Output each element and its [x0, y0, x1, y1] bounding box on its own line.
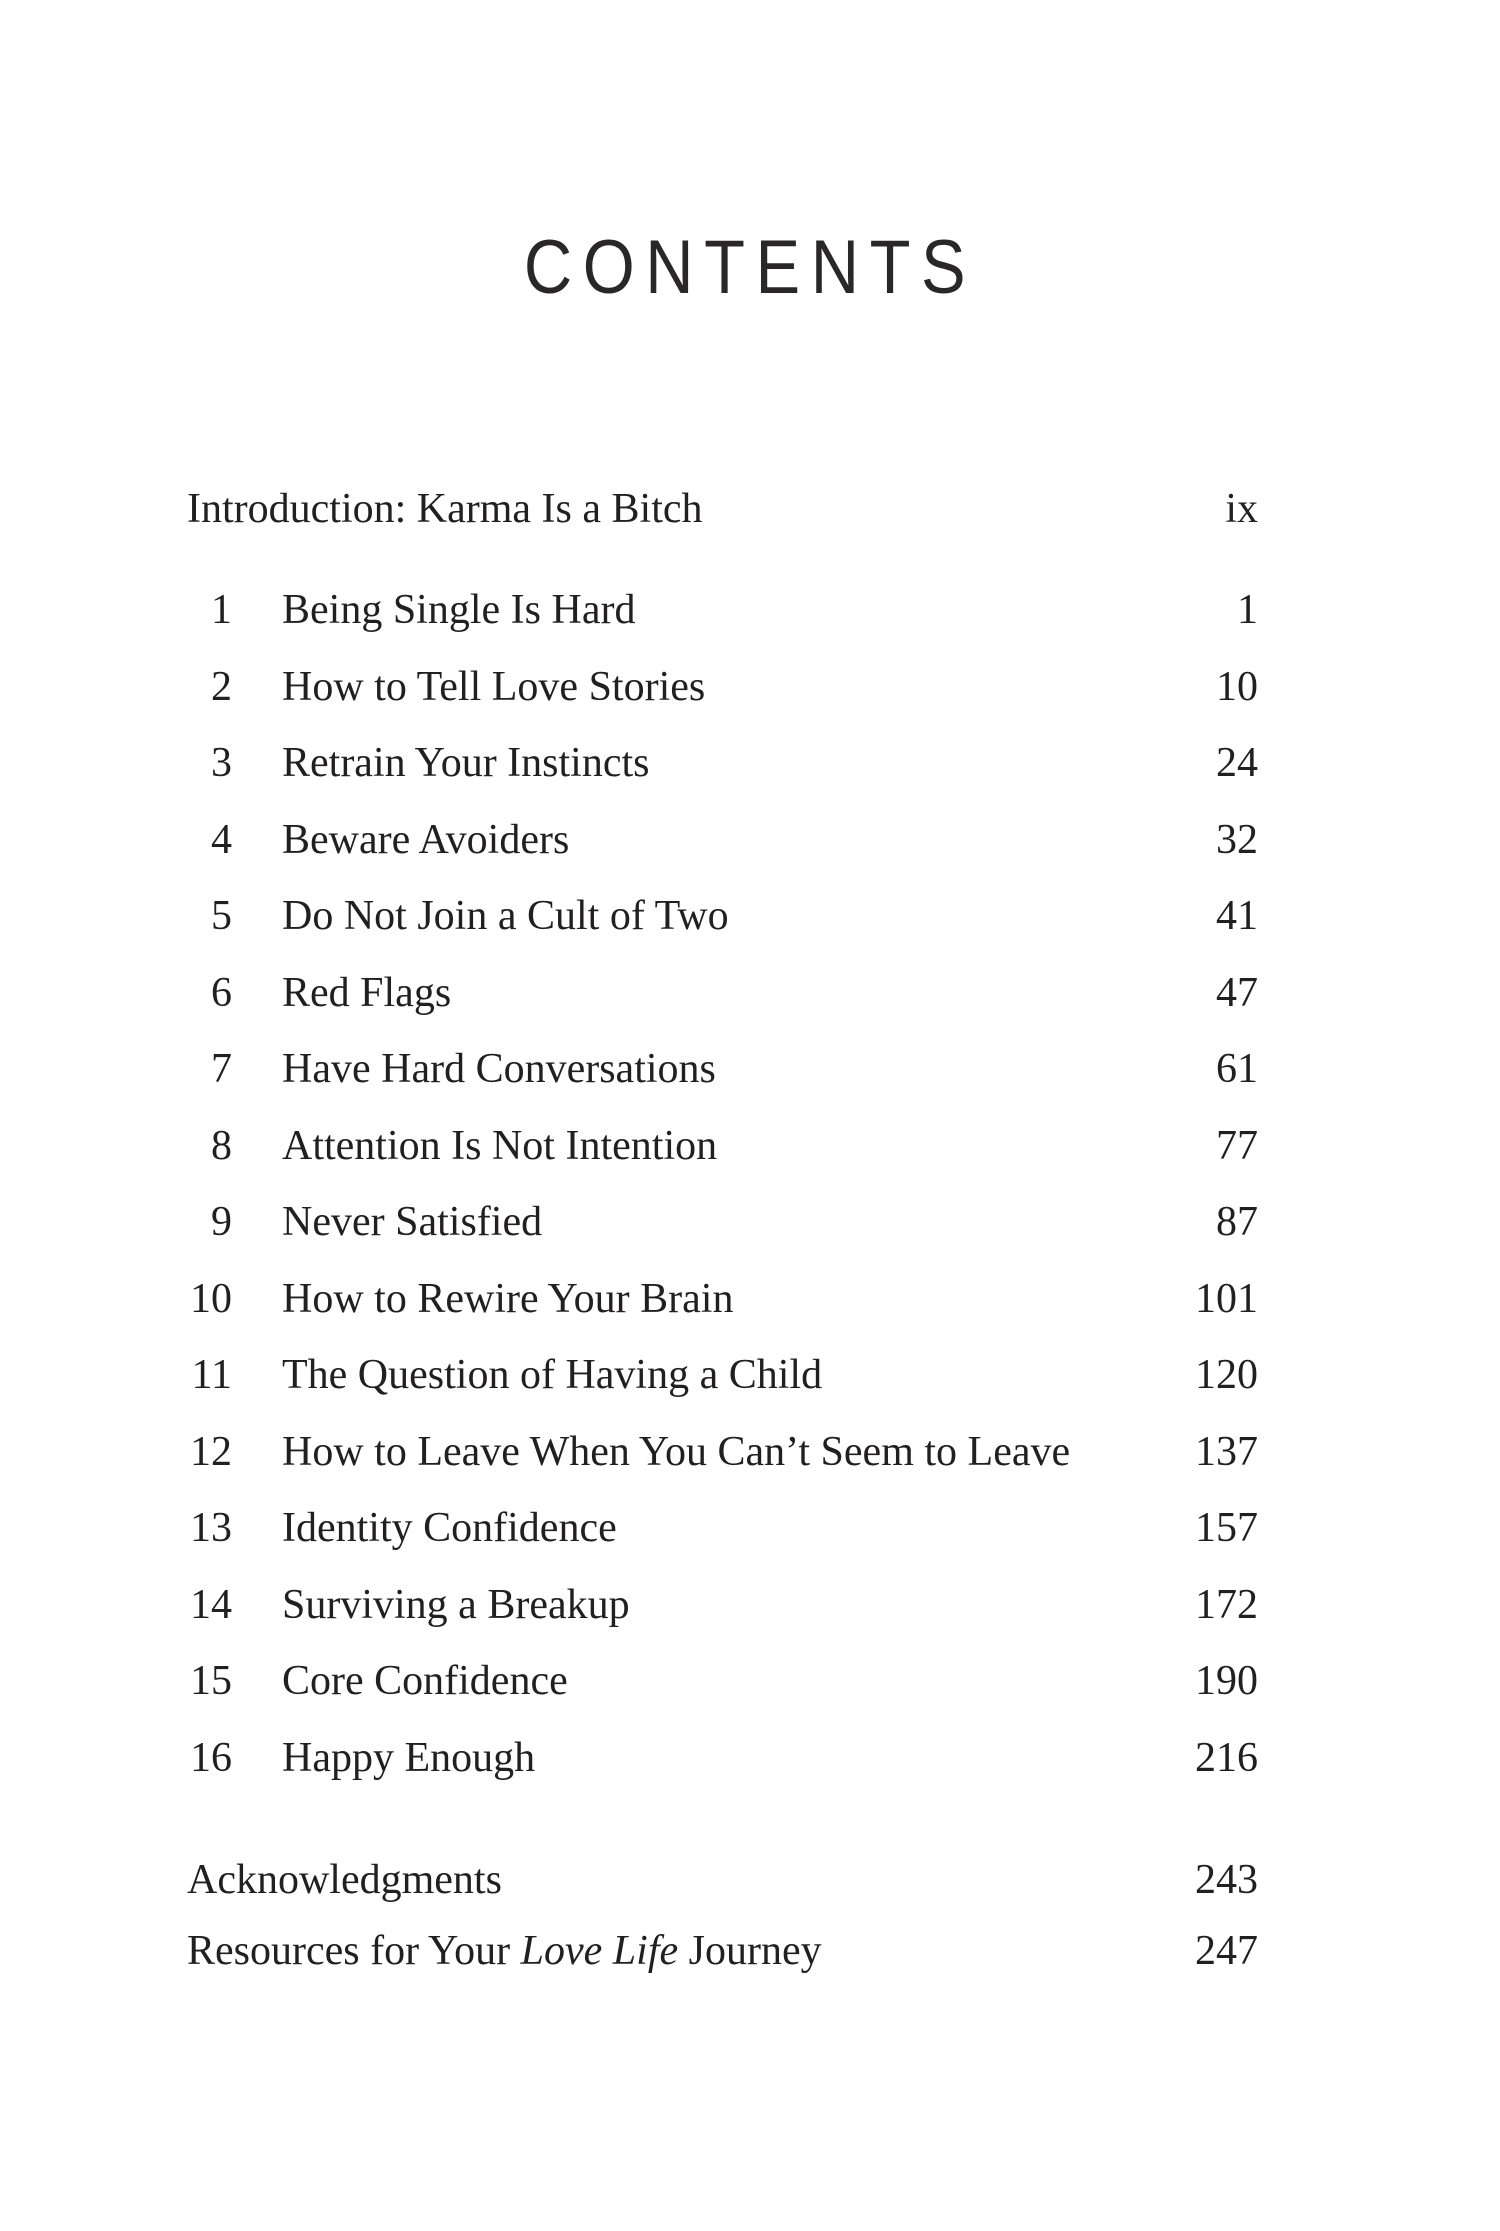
chapter-title: Have Hard Conversations [282, 1046, 716, 1092]
chapter-number: 4 [211, 816, 232, 863]
chapter-number: 10 [190, 1275, 232, 1322]
toc-row-chapter-1 [187, 585, 1258, 662]
toc-row-chapter-3 [187, 738, 1258, 815]
chapter-title: Retrain Your Instincts [282, 740, 650, 786]
chapter-number: 5 [211, 893, 232, 939]
chapter-number: 16 [190, 1734, 232, 1781]
chapter-number: 9 [211, 1199, 232, 1245]
chapter-number: 3 [211, 740, 232, 786]
resources-page-number: 247 [1195, 1928, 1258, 1974]
chapter-page-number: 120 [1195, 1352, 1258, 1398]
chapter-number: 11 [191, 1352, 232, 1398]
chapter-number: 6 [211, 969, 232, 1016]
resources-label-italic: Love Life [520, 1928, 679, 1974]
toc-row-chapter-9 [187, 1197, 1258, 1274]
chapter-page-number: 157 [1195, 1505, 1258, 1551]
chapter-title: Being Single Is Hard [282, 587, 636, 633]
chapter-title: Identity Confidence [282, 1505, 617, 1551]
chapter-page-number: 1 [1237, 587, 1258, 633]
resources-label [187, 1926, 822, 1976]
toc-row-chapter-2 [187, 662, 1258, 739]
acknowledgments-label: Acknowledgments [187, 1857, 502, 1903]
chapter-number: 15 [190, 1658, 232, 1704]
toc-row-chapter-5 [187, 891, 1258, 968]
intro-label: Introduction: Karma Is a Bitch [187, 486, 703, 532]
toc-row-chapter-8 [187, 1121, 1258, 1198]
toc-row-chapter-13 [187, 1503, 1258, 1580]
chapter-page-number: 61 [1216, 1046, 1258, 1092]
chapter-page-number: 101 [1195, 1275, 1258, 1322]
chapter-title: Surviving a Breakup [282, 1581, 630, 1628]
chapter-page-number: 87 [1216, 1199, 1258, 1245]
chapter-page-number: 190 [1195, 1658, 1258, 1704]
toc-row-acknowledgments [187, 1855, 1258, 1926]
toc-row-chapter-14 [187, 1580, 1258, 1657]
chapter-number: 2 [211, 663, 232, 710]
resources-label-suffix: Journey [678, 1928, 822, 1974]
back-matter-section [187, 1855, 1258, 1997]
chapter-page-number: 137 [1195, 1428, 1258, 1475]
chapter-title: How to Leave When You Can’t Seem to Leave [282, 1428, 1071, 1475]
toc-row-chapter-11 [187, 1350, 1258, 1427]
toc-row-chapter-10 [187, 1274, 1258, 1351]
chapter-page-number: 10 [1216, 663, 1258, 710]
chapter-page-number: 172 [1195, 1581, 1258, 1628]
chapter-number: 14 [190, 1581, 232, 1628]
chapter-page-number: 77 [1216, 1122, 1258, 1169]
chapter-page-number: 216 [1195, 1734, 1258, 1781]
chapter-title: Red Flags [282, 969, 452, 1016]
table-of-contents [187, 484, 1258, 1997]
resources-label-prefix: Resources for Your [187, 1928, 521, 1974]
chapter-page-number: 32 [1216, 816, 1258, 863]
toc-row-chapter-15 [187, 1656, 1258, 1733]
chapter-page-number: 47 [1216, 969, 1258, 1016]
toc-row-chapter-12 [187, 1427, 1258, 1504]
chapter-title: Attention Is Not Intention [282, 1122, 718, 1169]
toc-row-chapter-6 [187, 968, 1258, 1045]
toc-row-chapter-7 [187, 1044, 1258, 1121]
toc-row-chapter-16 [187, 1733, 1258, 1810]
toc-row-chapter-4 [187, 815, 1258, 892]
chapter-title: How to Rewire Your Brain [282, 1275, 734, 1322]
chapter-title: Never Satisfied [282, 1199, 543, 1245]
chapter-title: The Question of Having a Child [282, 1352, 823, 1398]
chapter-number: 8 [211, 1122, 232, 1169]
acknowledgments-page-number: 243 [1195, 1857, 1258, 1903]
chapter-number: 7 [211, 1046, 232, 1092]
chapter-number: 1 [211, 587, 232, 633]
chapter-title: Do Not Join a Cult of Two [282, 893, 729, 939]
page-title: CONTENTS [523, 225, 977, 310]
chapter-title: Core Confidence [282, 1658, 568, 1704]
chapter-page-number: 41 [1216, 893, 1258, 939]
toc-row-introduction [187, 484, 1258, 585]
chapter-title: Happy Enough [282, 1734, 536, 1781]
chapter-number: 13 [190, 1505, 232, 1551]
intro-page-number: ix [1225, 486, 1258, 532]
chapter-title: How to Tell Love Stories [282, 663, 706, 710]
chapter-title: Beware Avoiders [282, 816, 570, 863]
chapter-number: 12 [190, 1428, 232, 1475]
toc-row-resources [187, 1926, 1258, 1997]
chapter-page-number: 24 [1216, 740, 1258, 786]
